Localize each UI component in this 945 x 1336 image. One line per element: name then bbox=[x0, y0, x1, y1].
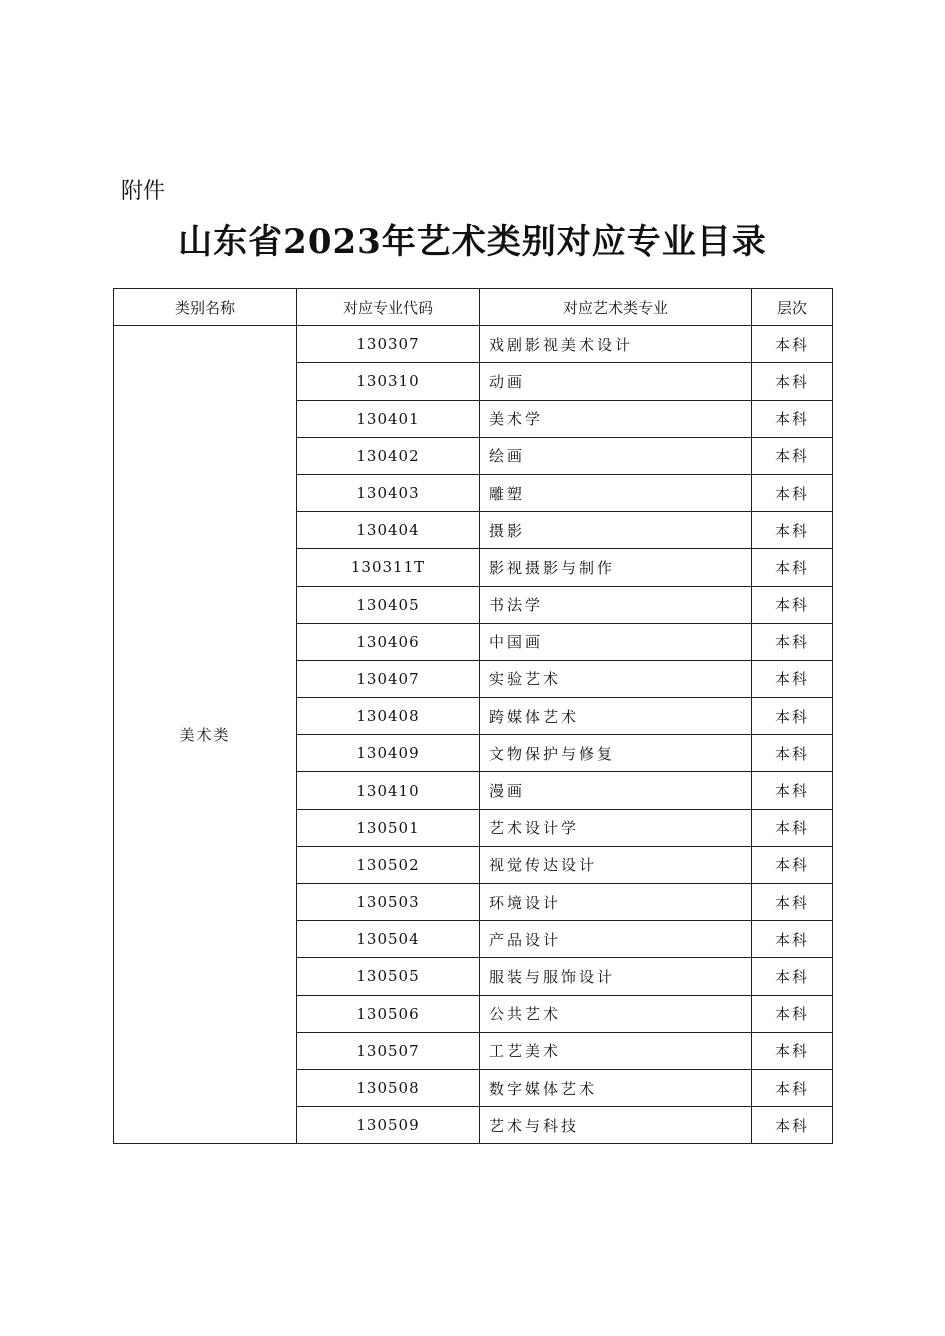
major-name-cell: 跨媒体艺术 bbox=[480, 698, 752, 735]
major-code-cell: 130507 bbox=[297, 1032, 480, 1069]
level-cell: 本科 bbox=[752, 586, 833, 623]
level-cell: 本科 bbox=[752, 660, 833, 697]
major-code-cell: 130406 bbox=[297, 623, 480, 660]
major-code-cell: 130409 bbox=[297, 735, 480, 772]
major-name-cell: 绘画 bbox=[480, 437, 752, 474]
major-code-cell: 130509 bbox=[297, 1107, 480, 1144]
major-name-cell: 美术学 bbox=[480, 400, 752, 437]
major-name-cell: 产品设计 bbox=[480, 921, 752, 958]
level-cell: 本科 bbox=[752, 809, 833, 846]
major-code-cell: 130408 bbox=[297, 698, 480, 735]
major-code-cell: 130405 bbox=[297, 586, 480, 623]
level-cell: 本科 bbox=[752, 1032, 833, 1069]
major-name-cell: 影视摄影与制作 bbox=[480, 549, 752, 586]
major-code-cell: 130311T bbox=[297, 549, 480, 586]
major-code-cell: 130307 bbox=[297, 326, 480, 363]
level-cell: 本科 bbox=[752, 400, 833, 437]
major-code-cell: 130403 bbox=[297, 474, 480, 511]
table-row bbox=[114, 326, 833, 363]
major-code-cell: 130310 bbox=[297, 363, 480, 400]
majors-table bbox=[113, 288, 833, 1144]
level-cell: 本科 bbox=[752, 958, 833, 995]
attachment-label: 附件 bbox=[121, 179, 166, 204]
level-cell: 本科 bbox=[752, 735, 833, 772]
level-cell: 本科 bbox=[752, 884, 833, 921]
major-code-cell: 130404 bbox=[297, 512, 480, 549]
major-code-cell: 130504 bbox=[297, 921, 480, 958]
table-header-row bbox=[114, 289, 833, 326]
header-code: 对应专业代码 bbox=[297, 289, 480, 326]
major-code-cell: 130402 bbox=[297, 437, 480, 474]
header-major: 对应艺术类专业 bbox=[480, 289, 752, 326]
header-category: 类别名称 bbox=[114, 289, 297, 326]
level-cell: 本科 bbox=[752, 549, 833, 586]
major-name-cell: 艺术设计学 bbox=[480, 809, 752, 846]
major-name-cell: 中国画 bbox=[480, 623, 752, 660]
level-cell: 本科 bbox=[752, 846, 833, 883]
major-name-cell: 摄影 bbox=[480, 512, 752, 549]
major-name-cell: 艺术与科技 bbox=[480, 1107, 752, 1144]
level-cell: 本科 bbox=[752, 921, 833, 958]
major-code-cell: 130506 bbox=[297, 995, 480, 1032]
major-name-cell: 动画 bbox=[480, 363, 752, 400]
level-cell: 本科 bbox=[752, 437, 833, 474]
major-code-cell: 130505 bbox=[297, 958, 480, 995]
level-cell: 本科 bbox=[752, 474, 833, 511]
level-cell: 本科 bbox=[752, 326, 833, 363]
major-code-cell: 130502 bbox=[297, 846, 480, 883]
major-name-cell: 书法学 bbox=[480, 586, 752, 623]
level-cell: 本科 bbox=[752, 623, 833, 660]
major-code-cell: 130401 bbox=[297, 400, 480, 437]
major-name-cell: 环境设计 bbox=[480, 884, 752, 921]
major-code-cell: 130503 bbox=[297, 884, 480, 921]
major-code-cell: 130410 bbox=[297, 772, 480, 809]
major-code-cell: 130407 bbox=[297, 660, 480, 697]
major-name-cell: 文物保护与修复 bbox=[480, 735, 752, 772]
header-level: 层次 bbox=[752, 289, 833, 326]
level-cell: 本科 bbox=[752, 1069, 833, 1106]
level-cell: 本科 bbox=[752, 512, 833, 549]
level-cell: 本科 bbox=[752, 698, 833, 735]
major-code-cell: 130508 bbox=[297, 1069, 480, 1106]
table-body bbox=[114, 326, 833, 1144]
major-name-cell: 戏剧影视美术设计 bbox=[480, 326, 752, 363]
level-cell: 本科 bbox=[752, 995, 833, 1032]
major-name-cell: 实验艺术 bbox=[480, 660, 752, 697]
major-name-cell: 数字媒体艺术 bbox=[480, 1069, 752, 1106]
major-name-cell: 工艺美术 bbox=[480, 1032, 752, 1069]
major-name-cell: 公共艺术 bbox=[480, 995, 752, 1032]
major-code-cell: 130501 bbox=[297, 809, 480, 846]
major-name-cell: 服装与服饰设计 bbox=[480, 958, 752, 995]
level-cell: 本科 bbox=[752, 772, 833, 809]
major-name-cell: 雕塑 bbox=[480, 474, 752, 511]
level-cell: 本科 bbox=[752, 363, 833, 400]
category-cell: 美术类 bbox=[114, 326, 297, 1144]
document-title: 山东省2023年艺术类别对应专业目录 bbox=[178, 222, 767, 262]
major-name-cell: 漫画 bbox=[480, 772, 752, 809]
level-cell: 本科 bbox=[752, 1107, 833, 1144]
major-name-cell: 视觉传达设计 bbox=[480, 846, 752, 883]
